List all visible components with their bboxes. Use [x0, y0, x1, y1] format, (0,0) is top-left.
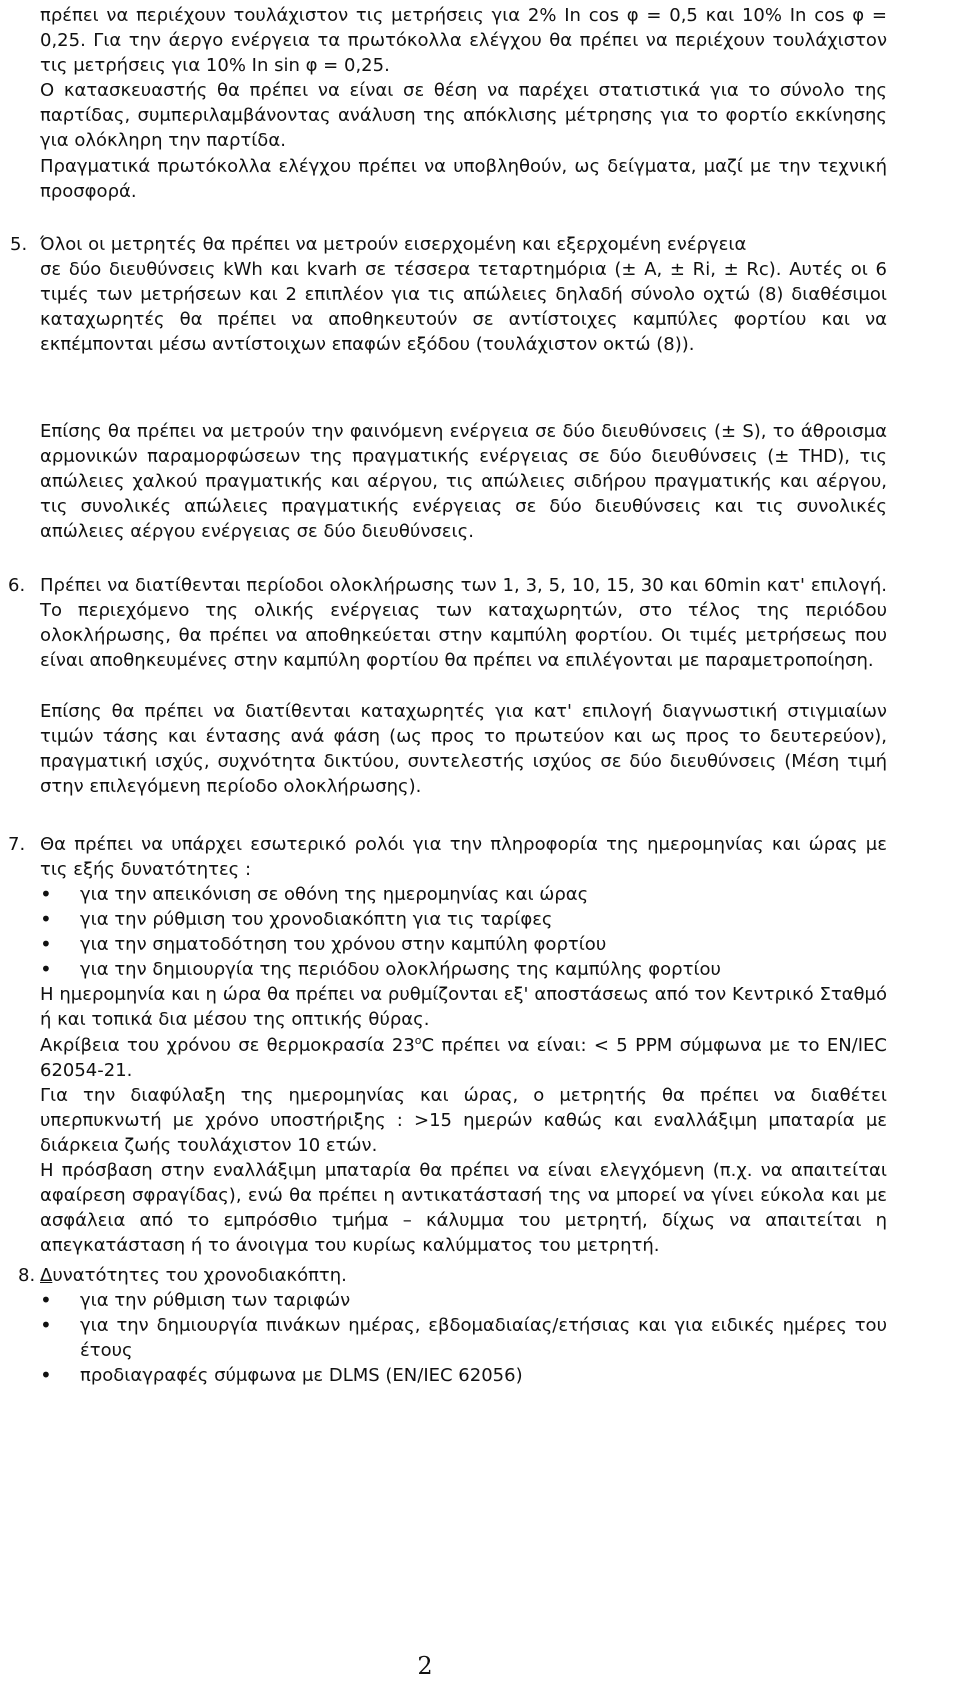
section-7-paragraph-4: Για την διαφύλαξη της ημερομηνίας και ώρας, ο μετρητής θα πρέπει να διαθέτει υπερπυκνωτή με χρόνο υποστήριξης : >15 ημερών καθώς και εναλλάξιμη μπαταρία με διάρκεια ζωής τουλάχιστον 10 ετών.: [40, 1085, 887, 1156]
section-7-paragraph-3: [40, 1033, 887, 1083]
section-5-number: 5.: [10, 234, 28, 255]
section-7-paragraph-2: Η ημερομηνία και η ώρα θα πρέπει να ρυθμίζονται εξ' αποστάσεως από τον Κεντρικό Σταθμό ή και τοπικά δια μέσου της οπτικής θύρας.: [40, 984, 887, 1030]
bullet-glyph: •: [40, 957, 52, 981]
section-8-title-first-letter: Δ: [40, 1265, 53, 1286]
intro-paragraph-2: Ο κατασκευαστής θα πρέπει να είναι σε θέση να παρέχει στατιστικά για το σύνολο της παρτίδας, συμπεριλαμβάνοντας ανάλυση της απόκλισης μέτρησης για το φορτίο εκκίνησης για ολόκληρη την παρτίδα.: [40, 80, 887, 151]
section-8-number: 8.: [18, 1265, 36, 1286]
section-7-bullet-2: για την ρύθμιση του χρονοδιακόπτη για τις ταρίφες: [80, 909, 553, 930]
section-5-paragraph-1: σε δύο διευθύνσεις kWh και kvarh σε τέσσερα τεταρτημόρια (± A, ± Ri, ± Rc). Αυτές οι 6 τιμές των μετρήσεων και 2 επιπλέον για τις απώλειες δηλαδή σύνολο οχτώ (8) διαθέσιμοι καταχωρητές θα πρέπει να αποθηκευτούν σε αντίστοιχες καμπύλες φορτίου και να εκπέμπονται μέσω αντίστοιχων επαφών εξόδου (τουλάχιστον οκτώ (8)).: [40, 259, 887, 355]
bullet-glyph: •: [40, 1363, 52, 1387]
bullet-glyph: •: [40, 907, 52, 931]
section-6-paragraph-1: Πρέπει να διατίθενται περίοδοι ολοκλήρωσης των 1, 3, 5, 10, 15, 30 και 60min κατ' επιλογή. Το περιεχόμενο της ολικής ενέργειας των καταχωρητών, στο τέλος της περιόδου ολοκλήρωσης, θα πρέπει να αποθηκεύεται στην καμπύλη φορτίου. Οι τιμές μετρήσεως που είναι αποθηκευμένες στην καμπύλη φορτίου θα πρέπει να επιλέγονται με παραμετροποίηση.: [40, 575, 887, 671]
section-7-bullet-4: για την δημιουργία της περιόδου ολοκλήρωσης της καμπύλης φορτίου: [80, 959, 721, 980]
section-5-paragraph-2: Επίσης θα πρέπει να μετρούν την φαινόμενη ενέργεια σε δύο διευθύνσεις (± S), το άθροισμα αρμονικών παραμορφώσεων της πραγματικής ενέργειας σε δύο διευθύνσεις (± THD), τις απώλειες χαλκού πραγματικής και αέργου, τις απώλειες σιδήρου πραγματικής και αέργου, τις συνολικές απώλειες πραγματικής ενέργειας σε δύο διευθύνσεις και τις συνολικές απώλειες αέργου ενέργειας σε δύο διευθύνσεις.: [40, 421, 887, 542]
section-8-bullet-2: για την δημιουργία πινάκων ημέρας, εβδομαδιαίας/ετήσιας και για ειδικές ημέρες του έτους: [80, 1315, 887, 1361]
bullet-glyph: •: [40, 1313, 52, 1337]
bullet-glyph: •: [40, 1288, 52, 1312]
section-5-line-1: Όλοι οι μετρητές θα πρέπει να μετρούν εισερχομένη και εξερχομένη ενέργεια: [40, 234, 747, 255]
section-8-title-rest: υνατότητες του χρονοδιακόπτη.: [52, 1265, 347, 1286]
section-7-paragraph-1: Θα πρέπει να υπάρχει εσωτερικό ρολόι για την πληροφορία της ημερομηνίας και ώρας με τις εξής δυνατότητες :: [40, 834, 887, 880]
section-7-paragraph-3-part-b: C πρέπει να είναι: < 5 PPM σύμφωνα με το EN/IEC 62054-21.: [40, 1035, 887, 1081]
section-7-bullet-3: για την σηματοδότηση του χρόνου στην καμπύλη φορτίου: [80, 934, 607, 955]
page-number: 2: [417, 1652, 433, 1680]
section-8-title: [40, 1263, 347, 1288]
section-7-paragraph-5: Η πρόσβαση στην εναλλάξιμη μπαταρία θα πρέπει να είναι ελεγχόμενη (π.χ. να απαιτείται αφαίρεση σφραγίδας), ενώ θα πρέπει η αντικατάστασή της να μπορεί να γίνει εύκολα και με ασφάλεια από το εμπρόσθιο τμήμα – κάλυμμα του μετρητή, δίχως να απαιτείται η απεγκατάσταση ή το άνοιγμα του κυρίως καλύμματος του μετρητή.: [40, 1160, 887, 1256]
intro-paragraph-1: πρέπει να περιέχουν τουλάχιστον τις μετρήσεις για 2% In cos φ = 0,5 και 10% In cos φ = 0,25. Για την άεργο ενέργεια τα πρωτόκολλα ελέγχου θα πρέπει να περιέχουν τουλάχιστον τις μετρήσεις για 10% In sin φ = 0,25.: [40, 5, 887, 76]
degree-superscript: ο: [414, 1034, 422, 1047]
section-7-number: 7.: [8, 834, 26, 855]
section-8-bullet-1: για την ρύθμιση των ταριφών: [80, 1290, 351, 1311]
section-6-number: 6.: [8, 575, 26, 596]
section-6-paragraph-2: Επίσης θα πρέπει να διατίθενται καταχωρητές για κατ' επιλογή διαγνωστική στιγμιαίων τιμών τάσης και έντασης ανά φάση (ως προς το πρωτεύον και ως προς το δευτερεύον), πραγματική ισχύς, συχνότητα δικτύου, συντελεστής ισχύος σε δύο διευθύνσεις (Μέση τιμή στην επιλεγόμενη περίοδο ολοκλήρωσης).: [40, 701, 887, 797]
section-8-bullet-3: προδιαγραφές σύμφωνα με DLMS (EN/IEC 62056): [80, 1365, 523, 1386]
section-7-bullet-1: για την απεικόνιση σε οθόνη της ημερομηνίας και ώρας: [80, 884, 589, 905]
section-7-paragraph-3-part-a: Ακρίβεια του χρόνου σε θερμοκρασία 23: [40, 1035, 415, 1056]
intro-paragraph-3: Πραγματικά πρωτόκολλα ελέγχου πρέπει να υποβληθούν, ως δείγματα, μαζί με την τεχνική προσφορά.: [40, 156, 887, 202]
bullet-glyph: •: [40, 882, 52, 906]
bullet-glyph: •: [40, 932, 52, 956]
